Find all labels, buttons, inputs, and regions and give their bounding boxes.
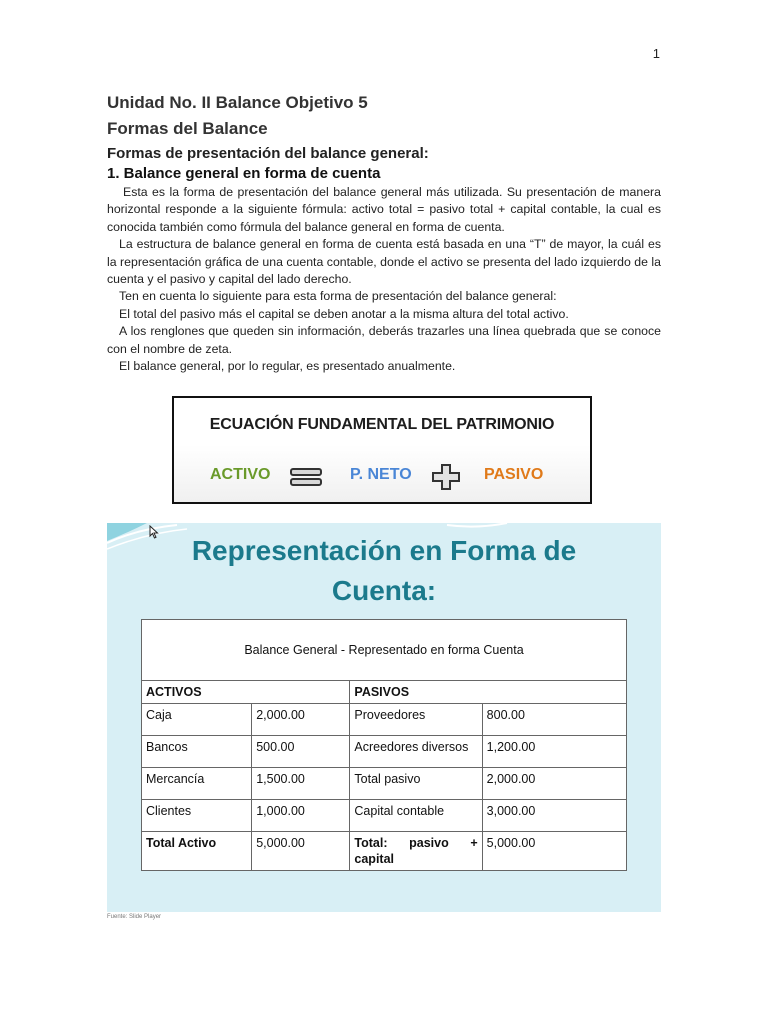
pasivo-label: Acreedores diversos [350,736,482,768]
slide-title-line: Representación en Forma de [191,535,577,566]
unit-title: Unidad No. II Balance Objetivo 5 [107,93,368,112]
total-activo-label: Total Activo [142,832,252,871]
activos-header: ACTIVOS [142,681,350,704]
page-number: 1 [652,46,660,61]
pasivo-label: Proveedores [350,704,482,736]
activo-label: Mercancía [142,768,252,800]
table-row [142,768,627,800]
equation-pasivo: PASIVO [484,466,544,483]
balance-table [141,619,627,871]
table-row [142,800,627,832]
document-body [107,92,661,375]
paragraph: El balance general, por lo regular, es presentado anualmente. [119,359,456,374]
paragraph: Ten en cuenta lo siguiente para esta forma de presentación del balance general: [119,289,557,304]
equation-title: ECUACIÓN FUNDAMENTAL DEL PATRIMONIO [209,416,555,433]
pasivo-value: 2,000.00 [482,768,626,800]
section-title: Formas del Balance [107,119,268,138]
slide-title [107,531,661,611]
slide-image [107,523,661,912]
activo-value: 500.00 [252,736,350,768]
pasivos-header: PASIVOS [350,681,627,704]
activo-value: 1,000.00 [252,800,350,832]
plus-icon [432,464,460,495]
body-paragraphs [107,184,661,375]
activo-value: 2,000.00 [252,704,350,736]
pasivo-value: 1,200.00 [482,736,626,768]
pasivo-value: 800.00 [482,704,626,736]
equation-activo: ACTIVO [210,466,271,483]
equation-pneto: P. NETO [350,466,412,483]
subsection-title: Formas de presentación del balance general: [107,145,429,162]
pasivo-label: Capital contable [350,800,482,832]
total-pasivo-value: 5,000.00 [482,832,626,871]
activo-value: 1,500.00 [252,768,350,800]
total-activo-value: 5,000.00 [252,832,350,871]
list-heading: 1. Balance general en forma de cuenta [107,165,381,182]
paragraph: El total del pasivo más el capital se deben anotar a la misma altura del total activo. [119,306,569,321]
equation-figure [172,396,592,504]
activo-label: Caja [142,704,252,736]
activo-label: Bancos [142,736,252,768]
totals-row [142,832,627,871]
slide-title-line: Cuenta: [331,575,437,606]
equals-icon [290,468,322,491]
pasivo-value: 3,000.00 [482,800,626,832]
table-row [142,704,627,736]
table-title: Balance General - Representado en forma Cuenta [142,620,627,681]
paragraph: A los renglones que queden sin información, deberás trazarles una línea quebrada que se conoce con el nombre de zeta. [107,324,661,356]
table-row [142,736,627,768]
total-pasivo-label: Total: pasivo + capital [350,832,482,871]
paragraph: La estructura de balance general en forma de cuenta está basada en una “T” de mayor, la cuál es la representación gráfica de una cuenta contable, donde el activo se presenta del lado izquierdo de la cuenta y el pasivo y capital del lado derecho. [107,237,661,287]
pasivo-label: Total pasivo [350,768,482,800]
source-note: Fuente: Slide Player [107,914,162,920]
activo-label: Clientes [142,800,252,832]
paragraph: Esta es la forma de presentación del balance general más utilizada. Su presentación de manera horizontal responde a la siguiente fórmula: activo total = pasivo total + capital contable, la cual es conocida también como fórmula del balance general en forma de cuenta. [107,185,661,234]
